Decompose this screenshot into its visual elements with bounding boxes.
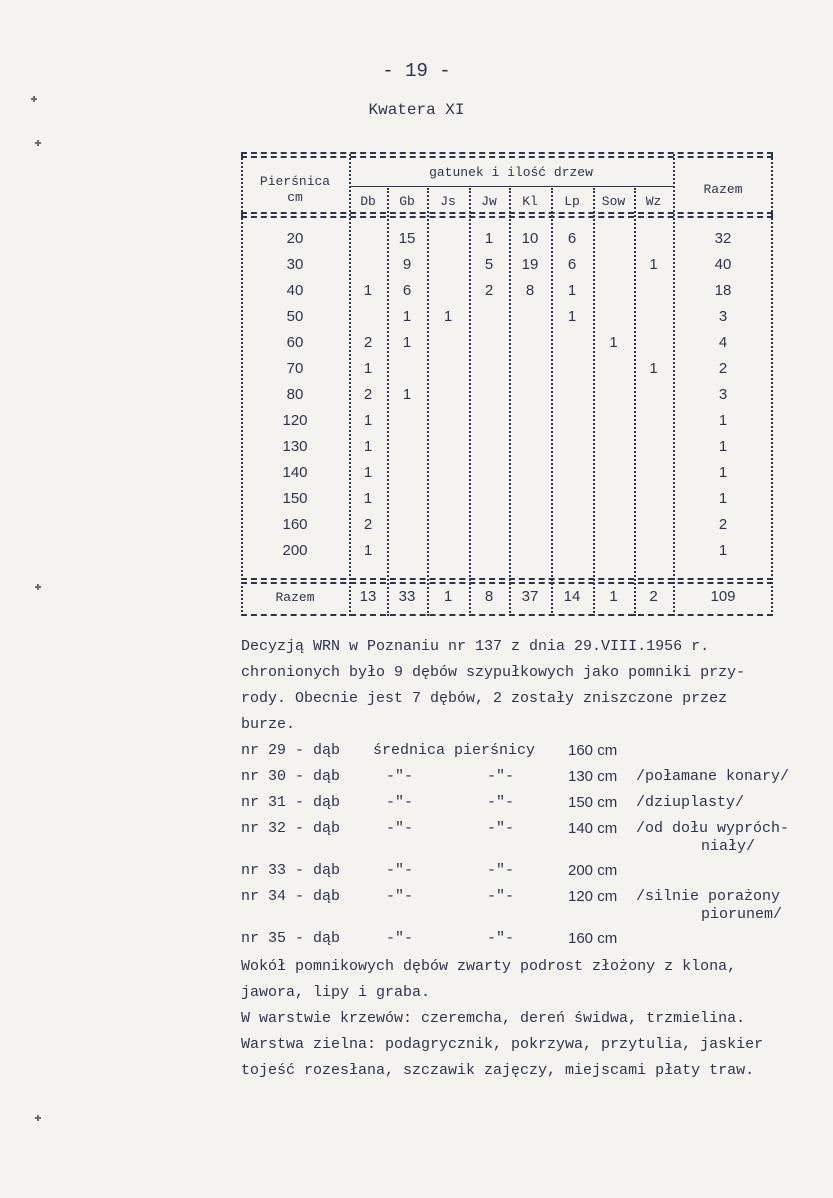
- row-total-cell: 18: [714, 282, 732, 299]
- sum-cell: 37: [521, 588, 539, 605]
- diameter-cell: 60: [286, 334, 304, 351]
- sum-cell: 2: [649, 588, 658, 605]
- count-cell: 1: [649, 360, 658, 377]
- count-cell: 2: [363, 386, 373, 403]
- page-title: Kwatera XI: [368, 101, 465, 119]
- count-cell: 6: [567, 256, 577, 273]
- monument-a: -"-: [386, 862, 414, 879]
- count-cell: 1: [363, 464, 373, 481]
- header-total: Razem: [703, 182, 743, 197]
- monument-nr: nr 33 - dąb: [241, 862, 341, 879]
- species-header: Db: [360, 194, 376, 209]
- monument-nr: nr 29 - dąb: [241, 742, 341, 759]
- count-cell: 1: [363, 360, 373, 377]
- monument-a: -"-: [386, 794, 414, 811]
- table-rule: [241, 216, 773, 218]
- monument-nr: nr 32 - dąb: [241, 820, 341, 837]
- row-total-cell: 1: [718, 438, 728, 455]
- row-total-cell: 1: [718, 412, 728, 429]
- row-total-cell: 2: [718, 516, 728, 533]
- species-header: Js: [440, 194, 456, 209]
- count-cell: 1: [649, 256, 658, 273]
- monument-note: /dziuplasty/: [636, 794, 745, 811]
- table-column-rule: [634, 188, 636, 616]
- sum-cell: 13: [359, 588, 377, 605]
- count-cell: 19: [521, 256, 539, 273]
- monument-b: -"-: [487, 888, 515, 905]
- monument-nr: nr 31 - dąb: [241, 794, 341, 811]
- margin-mark: [35, 140, 41, 146]
- monument-b: -"-: [487, 768, 515, 785]
- sum-label: Razem: [275, 590, 315, 605]
- sum-cell: 1: [609, 588, 618, 605]
- count-cell: 9: [402, 256, 412, 273]
- header-species-group: gatunek i ilość drzew: [429, 165, 593, 180]
- count-cell: 10: [521, 230, 539, 247]
- count-cell: 1: [363, 490, 373, 507]
- count-cell: 1: [363, 412, 373, 429]
- species-header: Kl: [522, 194, 538, 209]
- text-line: chronionych było 9 dębów szypułkowych jako pomniki przy-: [241, 664, 746, 681]
- text-line: Decyzją WRN w Poznaniu nr 137 z dnia 29.VIII.1956 r.: [241, 638, 710, 655]
- count-cell: 1: [402, 308, 412, 325]
- row-total-cell: 2: [718, 360, 728, 377]
- monument-size: 160 cm: [568, 742, 618, 759]
- table-column-rule: [469, 188, 471, 616]
- species-header: Jw: [481, 194, 497, 209]
- monument-size: 120 cm: [568, 888, 618, 905]
- monument-size: 200 cm: [568, 862, 618, 879]
- count-cell: 1: [363, 282, 373, 299]
- count-cell: 6: [567, 230, 577, 247]
- diameter-cell: 40: [286, 282, 304, 299]
- diameter-cell: 160: [282, 516, 308, 533]
- text-line: Warstwa zielna: podagrycznik, pokrzywa, przytulia, jaskier: [241, 1036, 764, 1053]
- text-line: jawora, lipy i graba.: [241, 984, 431, 1001]
- margin-mark: [35, 584, 41, 590]
- monument-size: 140 cm: [568, 820, 618, 837]
- grand-total-cell: 109: [710, 588, 736, 605]
- species-header: Lp: [564, 194, 580, 209]
- count-cell: 8: [525, 282, 535, 299]
- table-rule: [241, 156, 773, 158]
- text-line: rody. Obecnie jest 7 dębów, 2 zostały zniszczone przez: [241, 690, 728, 707]
- monument-a: -"-: [386, 768, 414, 785]
- table-rule: [241, 152, 773, 154]
- text-line: W warstwie krzewów: czeremcha, dereń świdwa, trzmielina.: [241, 1010, 746, 1027]
- header-subrule: [349, 186, 673, 187]
- diameter-cell: 120: [282, 412, 308, 429]
- count-cell: 1: [484, 230, 494, 247]
- row-total-cell: 32: [714, 230, 732, 247]
- monument-a: -"-: [386, 820, 414, 837]
- count-cell: 2: [484, 282, 494, 299]
- count-cell: 1: [609, 334, 618, 351]
- table-rule: [241, 582, 773, 584]
- diameter-cell: 30: [286, 256, 304, 273]
- row-total-cell: 40: [714, 256, 732, 273]
- monument-note: /połamane konary/: [636, 768, 790, 785]
- monument-size: 150 cm: [568, 794, 618, 811]
- header-diameter: Pierśnica: [259, 174, 331, 189]
- diameter-cell: 80: [286, 386, 304, 403]
- sum-cell: 8: [484, 588, 494, 605]
- count-cell: 2: [363, 516, 373, 533]
- row-total-cell: 1: [718, 542, 728, 559]
- monument-a: -"-: [386, 888, 414, 905]
- monument-size: 160 cm: [568, 930, 618, 947]
- count-cell: 1: [402, 386, 412, 403]
- margin-mark: [35, 1115, 41, 1121]
- sum-cell: 33: [398, 588, 416, 605]
- text-line: burze.: [241, 716, 296, 733]
- monument-a: średnica pierśnicy: [373, 742, 536, 759]
- species-header: Gb: [399, 194, 415, 209]
- count-cell: 2: [363, 334, 373, 351]
- diameter-cell: 70: [286, 360, 304, 377]
- species-header: Sow: [601, 194, 626, 209]
- diameter-cell: 50: [286, 308, 304, 325]
- monument-note: /silnie porażony: [636, 888, 781, 905]
- row-total-cell: 1: [718, 464, 728, 481]
- row-total-cell: 3: [718, 386, 728, 403]
- table-rule: [241, 578, 773, 580]
- count-cell: 1: [567, 308, 577, 325]
- row-total-cell: 3: [718, 308, 728, 325]
- table-column-rule: [509, 188, 511, 616]
- text-line: tojeść rozesłana, szczawik zajęczy, miejscami płaty traw.: [241, 1062, 755, 1079]
- count-cell: 15: [398, 230, 416, 247]
- monument-a: -"-: [386, 930, 414, 947]
- header-diameter-unit: cm: [287, 190, 303, 205]
- row-total-cell: 1: [718, 490, 728, 507]
- count-cell: 6: [402, 282, 412, 299]
- count-cell: 1: [363, 438, 373, 455]
- monument-b: -"-: [487, 794, 515, 811]
- count-cell: 5: [484, 256, 494, 273]
- species-table: [241, 152, 773, 620]
- diameter-cell: 140: [282, 464, 308, 481]
- page-number: - 19 -: [382, 60, 451, 82]
- diameter-cell: 200: [282, 542, 308, 559]
- monument-note: /od dołu wypróch-: [636, 820, 790, 837]
- table-column-rule: [551, 188, 553, 616]
- table-rule: [241, 212, 773, 214]
- monument-nr: nr 34 - dąb: [241, 888, 341, 905]
- monument-nr: nr 30 - dąb: [241, 768, 341, 785]
- monument-size: 130 cm: [568, 768, 618, 785]
- species-header: Wz: [645, 194, 662, 209]
- count-cell: 1: [567, 282, 577, 299]
- diameter-cell: 20: [286, 230, 304, 247]
- monument-b: -"-: [487, 862, 515, 879]
- count-cell: 1: [363, 542, 373, 559]
- sum-cell: 1: [443, 588, 453, 605]
- row-total-cell: 4: [718, 334, 728, 351]
- diameter-cell: 150: [282, 490, 308, 507]
- monument-b: -"-: [487, 930, 515, 947]
- count-cell: 1: [443, 308, 453, 325]
- diameter-cell: 130: [282, 438, 308, 455]
- sum-cell: 14: [563, 588, 581, 605]
- monument-nr: nr 35 - dąb: [241, 930, 341, 947]
- monument-b: -"-: [487, 820, 515, 837]
- count-cell: 1: [402, 334, 412, 351]
- table-column-rule: [593, 188, 595, 616]
- table-column-rule: [427, 188, 429, 616]
- table-rule: [241, 614, 773, 616]
- text-line: Wokół pomnikowych dębów zwarty podrost złożony z klona,: [241, 958, 737, 975]
